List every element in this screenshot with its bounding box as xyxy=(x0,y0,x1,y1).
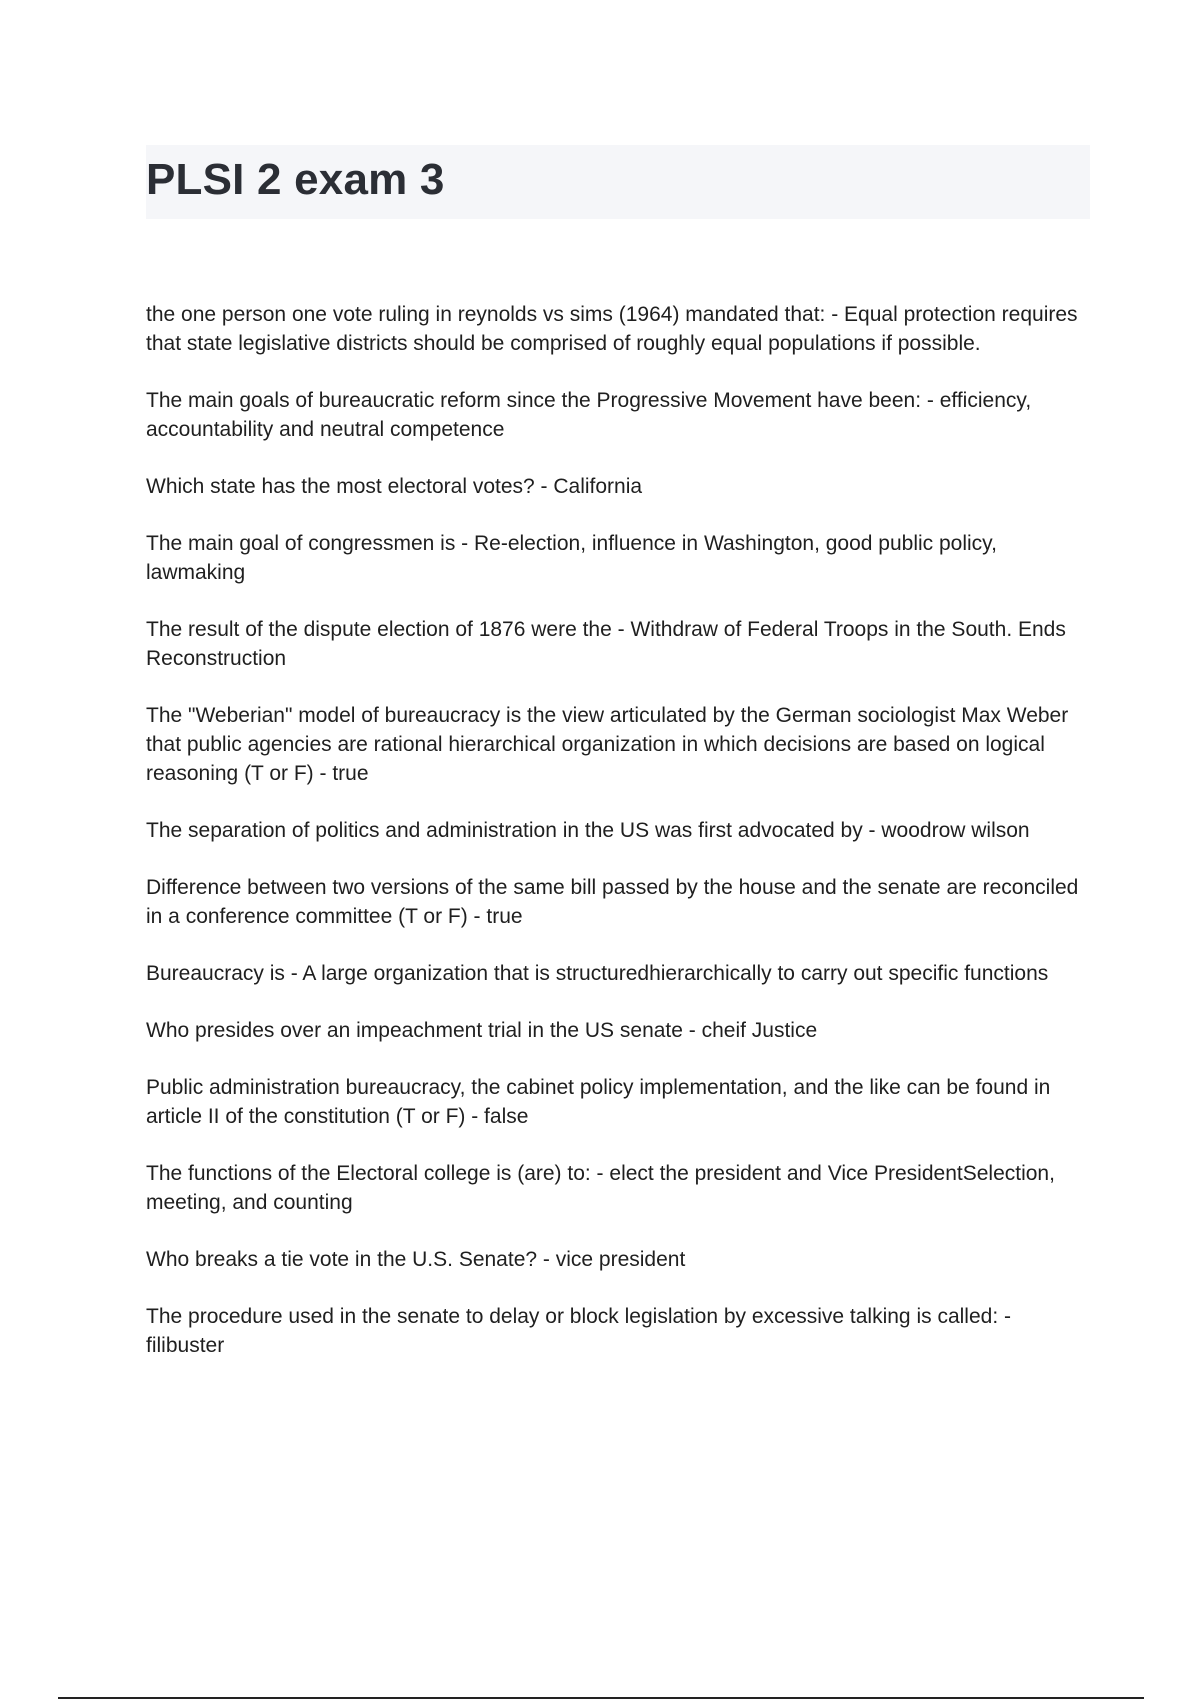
qa-item: Difference between two versions of the same bill passed by the house and the senate are reconciled in a conference committee (T or F) - true xyxy=(146,876,1079,928)
qa-item: Who breaks a tie vote in the U.S. Senate? - vice president xyxy=(146,1248,686,1271)
qa-list xyxy=(146,300,1090,1388)
qa-item: The result of the dispute election of 1876 were the - Withdraw of Federal Troops in the South. Ends Reconstruction xyxy=(146,618,1066,670)
qa-item: the one person one vote ruling in reynolds vs sims (1964) mandated that: - Equal protection requires that state legislative districts should be comprised of roughly equal populations if possible. xyxy=(146,303,1078,355)
footer-divider xyxy=(58,1697,1144,1699)
qa-item: The main goal of congressmen is - Re-election, influence in Washington, good public policy, lawmaking xyxy=(146,532,997,584)
qa-item: Who presides over an impeachment trial in the US senate - cheif Justice xyxy=(146,1019,818,1042)
page-title: PLSI 2 exam 3 xyxy=(146,155,445,204)
qa-item: The functions of the Electoral college is (are) to: - elect the president and Vice PresidentSelection, meeting, and counting xyxy=(146,1162,1055,1214)
qa-item: The separation of politics and administration in the US was first advocated by - woodrow wilson xyxy=(146,819,1030,842)
qa-item: The main goals of bureaucratic reform since the Progressive Movement have been: - efficiency, accountability and neutral competence xyxy=(146,389,1032,441)
qa-item: Which state has the most electoral votes? - California xyxy=(146,475,643,498)
qa-item: The procedure used in the senate to delay or block legislation by excessive talking is called: - filibuster xyxy=(146,1305,1011,1357)
qa-item: Bureaucracy is - A large organization that is structuredhierarchically to carry out specific functions xyxy=(146,962,1049,985)
title-banner xyxy=(146,145,1090,219)
qa-item: The "Weberian" model of bureaucracy is the view articulated by the German sociologist Max Weber that public agencies are rational hierarchical organization in which decisions are based on logical reasoning (T or F) - true xyxy=(146,704,1069,785)
qa-item: Public administration bureaucracy, the cabinet policy implementation, and the like can be found in article II of the constitution (T or F) - false xyxy=(146,1076,1051,1128)
